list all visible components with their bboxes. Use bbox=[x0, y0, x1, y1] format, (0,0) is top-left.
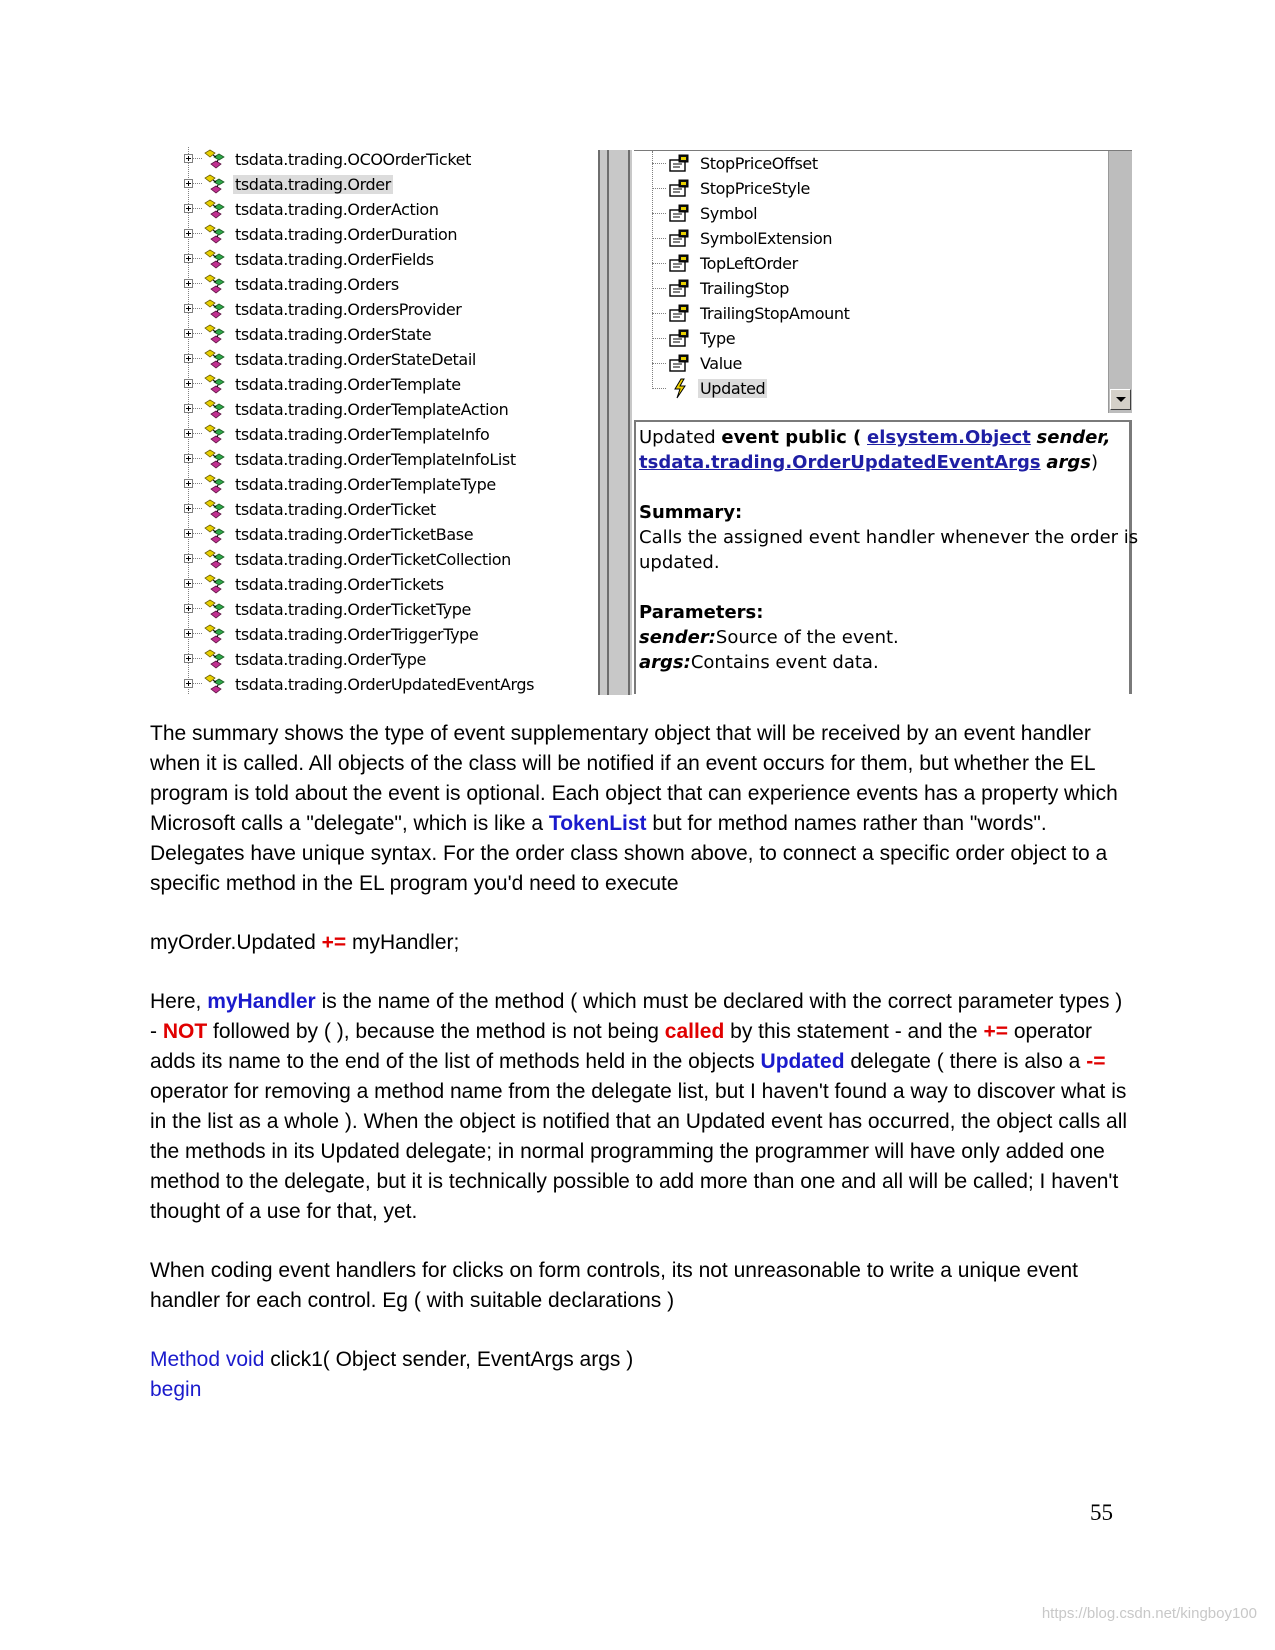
signature-line-1 bbox=[639, 425, 1125, 450]
tree-connector bbox=[193, 583, 202, 584]
tree-connector bbox=[193, 183, 202, 184]
class-icon bbox=[204, 199, 226, 219]
member-item[interactable] bbox=[634, 351, 1132, 376]
tree-item[interactable] bbox=[178, 622, 578, 647]
tree-connector bbox=[652, 313, 666, 314]
class-icon bbox=[204, 349, 226, 369]
class-icon bbox=[204, 574, 226, 594]
summary-text-1: Calls the assigned event handler whenever the order is bbox=[639, 527, 1139, 548]
class-icon bbox=[204, 399, 226, 419]
expand-plus-icon[interactable] bbox=[184, 429, 193, 438]
tree-connector bbox=[193, 233, 202, 234]
tree-item[interactable] bbox=[178, 547, 578, 572]
operator-plus-equals: += bbox=[321, 931, 347, 954]
tree-connector bbox=[193, 483, 202, 484]
class-icon bbox=[204, 224, 226, 244]
property-icon bbox=[668, 154, 690, 173]
tree-connector bbox=[193, 458, 202, 459]
keyword-called: called bbox=[664, 1020, 725, 1043]
member-item-label[interactable]: TopLeftOrder bbox=[700, 254, 798, 273]
paragraph-summary: The summary shows the type of event supplementary object that will be received by an event handler when it is called. All objects of the class will be notified if an event occurs for them, but whether the EL program is told about the event is optional. Each object that can experience events has a property which Microsoft calls a "delegate", which is like a TokenList but for method names rather than "words". Delegates have unique syntax. For the order class shown above, to connect a specific order object to a specific method in the EL program you'd need to execute bbox=[150, 722, 1118, 895]
class-icon bbox=[204, 499, 226, 519]
param1-name: sender, bbox=[1036, 427, 1111, 448]
tree-item-label[interactable]: tsdata.trading.OrderDuration bbox=[235, 225, 458, 244]
tree-connector bbox=[193, 358, 202, 359]
expand-plus-icon[interactable] bbox=[184, 204, 193, 213]
class-icon bbox=[204, 299, 226, 319]
signature-line-2 bbox=[639, 450, 1125, 475]
operator-plus-equals-inline: += bbox=[983, 1020, 1008, 1043]
signature-name: Updated bbox=[639, 427, 716, 448]
property-icon bbox=[668, 304, 690, 323]
tree-item[interactable] bbox=[178, 272, 578, 297]
member-item-label[interactable]: StopPriceStyle bbox=[700, 179, 810, 198]
param2-name: args bbox=[1046, 452, 1091, 473]
tree-connector bbox=[652, 163, 666, 164]
expand-plus-icon[interactable] bbox=[184, 454, 193, 463]
expand-plus-icon[interactable] bbox=[184, 404, 193, 413]
member-item[interactable] bbox=[634, 151, 1132, 176]
property-icon bbox=[668, 254, 690, 273]
tree-connector bbox=[652, 388, 666, 389]
tree-item-label[interactable]: tsdata.trading.OrderFields bbox=[235, 250, 434, 269]
param2-desc: Contains event data. bbox=[690, 652, 879, 673]
member-item-label[interactable]: Symbol bbox=[700, 204, 758, 223]
tree-item-label[interactable]: tsdata.trading.OrdersProvider bbox=[235, 300, 462, 319]
class-icon bbox=[204, 174, 226, 194]
tree-item[interactable] bbox=[178, 197, 578, 222]
tree-item[interactable] bbox=[178, 422, 578, 447]
tree-connector bbox=[193, 283, 202, 284]
class-icon bbox=[204, 649, 226, 669]
property-icon bbox=[668, 329, 690, 348]
tree-connector bbox=[193, 258, 202, 259]
tree-connector bbox=[652, 363, 666, 364]
tree-item-label[interactable]: tsdata.trading.OrderType bbox=[235, 650, 426, 669]
property-icon bbox=[668, 179, 690, 198]
member-item[interactable] bbox=[634, 326, 1132, 351]
class-icon bbox=[204, 624, 226, 644]
signature-kind: event public ( bbox=[721, 427, 862, 448]
expand-plus-icon[interactable] bbox=[184, 354, 193, 363]
class-icon bbox=[204, 274, 226, 294]
tree-item[interactable] bbox=[178, 372, 578, 397]
tree-item-label[interactable]: tsdata.trading.Order bbox=[235, 175, 391, 194]
member-item[interactable] bbox=[634, 376, 1132, 401]
member-item[interactable] bbox=[634, 226, 1132, 251]
param1-desc: Source of the event. bbox=[715, 627, 899, 648]
event-icon bbox=[672, 378, 688, 399]
tree-item[interactable] bbox=[178, 647, 578, 672]
tree-item-label[interactable]: tsdata.trading.OrderTickets bbox=[235, 575, 444, 594]
class-icon bbox=[204, 449, 226, 469]
param2-label: args: bbox=[639, 652, 691, 673]
tree-item[interactable] bbox=[178, 297, 578, 322]
tree-item-label[interactable]: tsdata.trading.OrderTriggerType bbox=[235, 625, 479, 644]
expand-plus-icon[interactable] bbox=[184, 554, 193, 563]
tree-connector bbox=[193, 508, 202, 509]
class-icon bbox=[204, 524, 226, 544]
expand-plus-icon[interactable] bbox=[184, 679, 193, 688]
member-item-label[interactable]: Type bbox=[700, 329, 736, 348]
param1-type-link[interactable]: elsystem.Object bbox=[867, 427, 1031, 448]
member-item[interactable] bbox=[634, 301, 1132, 326]
member-item[interactable] bbox=[634, 251, 1132, 276]
tree-connector bbox=[193, 683, 202, 684]
class-icon bbox=[204, 374, 226, 394]
param1-label: sender: bbox=[639, 627, 716, 648]
paragraph-explanation: Here, myHandler is the name of the method ( which must be declared with the correct parameter types ) - NOT followed by ( ), because the method is not being called by this statement - and the += operator adds its name to the end of the list of methods held in the objects Updated delegate ( there is also a -= operator for removing a method name from the delegate list, but I haven't found a way to discover what is in the list as a whole ). When the object is notified that an Updated event has occurred, the object calls all the methods in its Updated delegate; in normal programming the programmer will have only added one method to the delegate, but it is technically possible to add more than one and all will be called; I haven't thought of a use for that, yet. bbox=[150, 990, 1128, 1223]
expand-plus-icon[interactable] bbox=[184, 329, 193, 338]
tree-item-label[interactable]: tsdata.trading.OrderUpdatedEventArgs bbox=[235, 675, 535, 694]
class-icon bbox=[204, 674, 226, 694]
member-item[interactable] bbox=[634, 176, 1132, 201]
tree-connector bbox=[193, 208, 202, 209]
tree-connector bbox=[193, 608, 202, 609]
tree-connector bbox=[652, 338, 666, 339]
keyword-myhandler: myHandler bbox=[207, 990, 316, 1013]
tree-connector bbox=[652, 288, 666, 289]
tree-item-label[interactable]: tsdata.trading.OCOOrderTicket bbox=[235, 150, 471, 169]
keyword-not: NOT bbox=[162, 1020, 208, 1043]
tree-item[interactable] bbox=[178, 222, 578, 247]
member-item[interactable] bbox=[634, 201, 1132, 226]
member-item-label[interactable]: SymbolExtension bbox=[700, 229, 833, 248]
member-item-label[interactable]: Value bbox=[700, 354, 742, 373]
tree-item[interactable] bbox=[178, 572, 578, 597]
paragraph-form-controls: When coding event handlers for clicks on form controls, its not unreasonable to write a unique event handler for each control. Eg ( with suitable declarations ) bbox=[150, 1259, 1079, 1312]
watermark: https://blog.csdn.net/kingboy100 bbox=[1041, 1605, 1257, 1622]
class-icon bbox=[204, 249, 226, 269]
tree-item-label[interactable]: tsdata.trading.OrderTemplateType bbox=[235, 475, 496, 494]
chevron-down-icon bbox=[1116, 397, 1126, 402]
tree-connector bbox=[193, 433, 202, 434]
scroll-down-button[interactable] bbox=[1110, 389, 1131, 410]
summary-text-2: updated. bbox=[639, 552, 720, 573]
keyword-begin: begin bbox=[150, 1378, 202, 1401]
tree-item-label[interactable]: tsdata.trading.OrderTemplate bbox=[235, 375, 461, 394]
keyword-updated: Updated bbox=[760, 1050, 845, 1073]
class-icon bbox=[204, 324, 226, 344]
class-icon bbox=[204, 424, 226, 444]
tree-connector bbox=[193, 558, 202, 559]
tree-item[interactable] bbox=[178, 247, 578, 272]
tree-item-label[interactable]: tsdata.trading.OrderTicketCollection bbox=[235, 550, 511, 569]
tree-connector bbox=[652, 188, 666, 189]
summary-heading: Summary: bbox=[639, 502, 743, 523]
member-item-label[interactable]: TrailingStop bbox=[700, 279, 790, 298]
tree-connector bbox=[652, 238, 666, 239]
tree-item[interactable] bbox=[178, 522, 578, 547]
expand-plus-icon[interactable] bbox=[184, 279, 193, 288]
class-icon bbox=[204, 474, 226, 494]
tree-item-label[interactable]: tsdata.trading.OrderStateDetail bbox=[235, 350, 476, 369]
tree-item-label[interactable]: tsdata.trading.OrderAction bbox=[235, 200, 439, 219]
pane-splitter[interactable] bbox=[598, 150, 632, 695]
member-item[interactable] bbox=[634, 276, 1132, 301]
tree-item-label[interactable]: tsdata.trading.OrderTemplateAction bbox=[235, 400, 509, 419]
expand-plus-icon[interactable] bbox=[184, 629, 193, 638]
expand-plus-icon[interactable] bbox=[184, 154, 193, 163]
tree-item[interactable] bbox=[178, 347, 578, 372]
tree-connector bbox=[652, 213, 666, 214]
keyword-tokenlist: TokenList bbox=[548, 812, 647, 835]
tree-item-label[interactable]: tsdata.trading.OrderTemplateInfoList bbox=[235, 450, 516, 469]
property-icon bbox=[668, 204, 690, 223]
code-method-declaration: Method void click1( Object sender, EventArgs args ) bbox=[150, 1348, 634, 1371]
tree-connector bbox=[193, 308, 202, 309]
tree-item[interactable] bbox=[178, 147, 578, 172]
tree-item[interactable] bbox=[178, 497, 578, 522]
expand-plus-icon[interactable] bbox=[184, 229, 193, 238]
property-icon bbox=[668, 354, 690, 373]
tree-item[interactable] bbox=[178, 672, 578, 694]
member-list[interactable] bbox=[634, 150, 1132, 413]
description-pane bbox=[634, 420, 1139, 694]
keyword-method-void: Method void bbox=[150, 1348, 265, 1371]
tree-item[interactable] bbox=[178, 472, 578, 497]
class-icon bbox=[204, 149, 226, 169]
expand-plus-icon[interactable] bbox=[184, 379, 193, 388]
page-number: 55 bbox=[1090, 1500, 1113, 1525]
tree-item-label[interactable]: tsdata.trading.OrderTicketBase bbox=[235, 525, 474, 544]
tree-connector bbox=[193, 383, 202, 384]
tree-connector bbox=[193, 633, 202, 634]
expand-plus-icon[interactable] bbox=[184, 304, 193, 313]
tree-connector bbox=[193, 658, 202, 659]
member-item-label[interactable]: TrailingStopAmount bbox=[700, 304, 850, 323]
tree-item-label[interactable]: tsdata.trading.OrderTicketType bbox=[235, 600, 471, 619]
property-icon bbox=[668, 229, 690, 248]
expand-plus-icon[interactable] bbox=[184, 654, 193, 663]
member-item-label[interactable]: StopPriceOffset bbox=[700, 154, 818, 173]
tree-connector bbox=[193, 533, 202, 534]
document-body bbox=[150, 719, 1130, 1405]
code-line-assign: myOrder.Updated += myHandler; bbox=[150, 931, 460, 954]
class-icon bbox=[204, 549, 226, 569]
property-icon bbox=[668, 279, 690, 298]
tree-item-label[interactable]: tsdata.trading.OrderTicket bbox=[235, 500, 436, 519]
class-icon bbox=[204, 599, 226, 619]
tree-connector bbox=[652, 263, 666, 264]
expand-plus-icon[interactable] bbox=[184, 529, 193, 538]
parameters-heading: Parameters: bbox=[639, 602, 764, 623]
signature-close-paren: ) bbox=[1090, 452, 1098, 473]
tree-item-label[interactable]: tsdata.trading.Orders bbox=[235, 275, 399, 294]
member-item-label[interactable]: Updated bbox=[700, 379, 766, 398]
expand-plus-icon[interactable] bbox=[184, 604, 193, 613]
expand-plus-icon[interactable] bbox=[184, 479, 193, 488]
param2-type-link[interactable]: tsdata.trading.OrderUpdatedEventArgs bbox=[639, 452, 1041, 473]
expand-plus-icon[interactable] bbox=[184, 179, 193, 188]
class-tree[interactable] bbox=[178, 147, 578, 694]
tree-item[interactable] bbox=[178, 447, 578, 472]
tree-connector bbox=[193, 408, 202, 409]
tree-connector bbox=[193, 158, 202, 159]
expand-plus-icon[interactable] bbox=[184, 579, 193, 588]
tree-connector bbox=[193, 333, 202, 334]
tree-item[interactable] bbox=[178, 172, 578, 197]
operator-minus-equals: -= bbox=[1086, 1050, 1106, 1073]
tree-item[interactable] bbox=[178, 397, 578, 422]
code-begin bbox=[150, 1375, 1130, 1405]
tree-item-label[interactable]: tsdata.trading.OrderTemplateInfo bbox=[235, 425, 490, 444]
tree-item[interactable] bbox=[178, 597, 578, 622]
expand-plus-icon[interactable] bbox=[184, 254, 193, 263]
tree-item[interactable] bbox=[178, 322, 578, 347]
tree-item-label[interactable]: tsdata.trading.OrderState bbox=[235, 325, 432, 344]
expand-plus-icon[interactable] bbox=[184, 504, 193, 513]
member-scrollbar[interactable] bbox=[1108, 151, 1132, 413]
